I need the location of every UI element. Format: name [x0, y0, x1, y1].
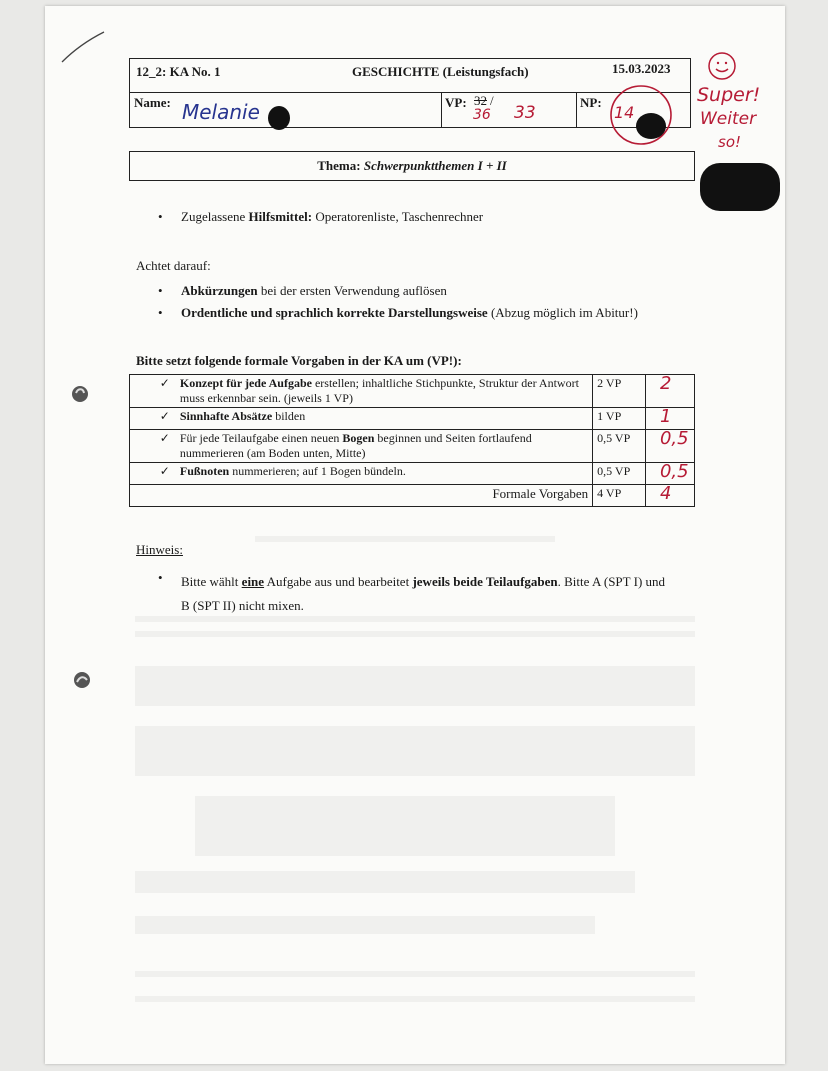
attention-item-bold: Abkürzungen — [181, 283, 258, 298]
header-divider — [576, 92, 577, 127]
theme-label: Thema: — [317, 158, 361, 173]
requirement-text — [176, 408, 593, 430]
attention-item — [181, 283, 447, 299]
redaction-blot — [636, 113, 666, 139]
exam-date: 15.03.2023 — [612, 61, 671, 76]
name-label: Name: — [134, 95, 171, 110]
table-row — [130, 408, 695, 430]
table-total-row — [130, 485, 695, 507]
punch-hole-icon — [72, 670, 92, 690]
requirement-rest: erstellen; inhaltliche Stichpunkte, Struktur der Antwort muss erkennbar sein. (jeweils 1 VP) — [179, 376, 579, 405]
requirement-bold: Sinnhafte Absätze — [179, 409, 273, 423]
score-value: 2 — [659, 373, 672, 394]
table-row — [130, 463, 695, 485]
vp-max: 36 — [473, 107, 491, 123]
bullet-dot: • — [158, 209, 163, 224]
aids-line — [181, 209, 483, 225]
punch-hole-icon — [70, 384, 90, 404]
requirement-bold: Konzept für jede Aufgabe — [179, 376, 312, 390]
np-value: 14 — [614, 103, 635, 122]
requirement-rest: nummerieren; auf 1 Bogen bündeln. — [232, 464, 406, 478]
requirement-rest: beginnen und Seiten fortlaufend nummerieren (am Boden unten, Mitte) — [179, 431, 532, 460]
requirement-score — [645, 408, 694, 430]
check-icon: ✓ — [130, 375, 176, 408]
hint-text — [181, 570, 701, 618]
hint-text-a: Bitte wählt — [181, 574, 239, 589]
hint-bold: jeweils beide Teilaufgaben — [412, 574, 558, 589]
formal-requirements-table — [129, 374, 695, 507]
aids-label: Hilfsmittel: — [248, 209, 313, 224]
score-value: 0,5 — [659, 461, 689, 482]
smiley-icon — [706, 50, 738, 82]
bullet-dot: • — [158, 283, 163, 298]
requirement-prefix: Für jede Teilaufgabe einen neuen — [179, 431, 340, 445]
theme-value: Schwerpunktthemen I + II — [363, 158, 507, 173]
student-name: Melanie — [182, 100, 260, 124]
header-divider — [441, 92, 442, 127]
attention-item-bold: Ordentliche und sprachlich korrekte Darstellungsweise — [181, 305, 488, 320]
requirement-vp: 1 VP — [593, 408, 646, 430]
bullet-dot: • — [158, 305, 163, 320]
total-score — [645, 485, 694, 507]
score-value: 4 — [659, 483, 672, 504]
check-icon: ✓ — [130, 408, 176, 430]
redaction-blot — [268, 106, 290, 130]
attention-item-text: bei der ersten Verwendung auflösen — [260, 283, 447, 298]
table-row — [130, 430, 695, 463]
header-divider — [130, 92, 690, 93]
requirement-vp: 0,5 VP — [593, 463, 646, 485]
requirement-vp: 0,5 VP — [593, 430, 646, 463]
requirement-bold: Fußnoten — [179, 464, 230, 478]
class-label: 12_2: KA No. 1 — [136, 64, 221, 79]
requirement-score — [645, 463, 694, 485]
theme-box — [129, 151, 695, 181]
requirement-score — [645, 375, 694, 408]
attention-item-text: (Abzug möglich im Abitur!) — [490, 305, 638, 320]
attention-item — [181, 305, 638, 321]
check-icon: ✓ — [130, 463, 176, 485]
comment-line-3: so! — [718, 133, 742, 151]
np-label: NP: — [580, 95, 602, 110]
vp-slash: / — [490, 93, 494, 108]
score-value: 0,5 — [659, 428, 689, 449]
requirement-score — [645, 430, 694, 463]
hint-text-line2: B (SPT II) nicht mixen. — [181, 598, 304, 613]
hint-text-b: Aufgabe aus und bearbeitet — [266, 574, 410, 589]
comment-line-1: Super! — [697, 84, 761, 106]
redaction-blot — [700, 163, 780, 211]
total-vp: 4 VP — [593, 485, 646, 507]
requirement-rest: bilden — [275, 409, 306, 423]
requirement-text — [176, 375, 593, 408]
requirement-bold: Bogen — [342, 431, 375, 445]
hint-heading: Hinweis: — [136, 542, 183, 557]
hint-text-c: . Bitte A (SPT I) und — [557, 574, 666, 589]
formal-heading: Bitte setzt folgende formale Vorgaben in der KA um (VP!): — [136, 353, 462, 368]
requirement-text — [176, 463, 593, 485]
score-value: 1 — [659, 406, 672, 427]
vp-label: VP: — [445, 95, 467, 110]
aids-value: Operatorenliste, Taschenrechner — [315, 209, 484, 224]
vp-corrected: 33 — [514, 103, 536, 123]
table-row — [130, 375, 695, 408]
pencil-mark-icon — [60, 30, 106, 64]
requirement-text — [176, 430, 593, 463]
aids-prefix: Zugelassene — [181, 209, 246, 224]
bullet-dot: • — [158, 570, 163, 585]
total-label: Formale Vorgaben — [130, 485, 593, 507]
check-icon: ✓ — [130, 430, 176, 463]
vp-original: 32 — [474, 93, 487, 108]
attention-heading: Achtet darauf: — [136, 258, 211, 273]
hint-underlined: eine — [241, 574, 265, 589]
requirement-vp: 2 VP — [593, 375, 646, 408]
comment-line-2: Weiter — [700, 109, 757, 129]
subject-title: GESCHICHTE (Leistungsfach) — [352, 64, 529, 79]
